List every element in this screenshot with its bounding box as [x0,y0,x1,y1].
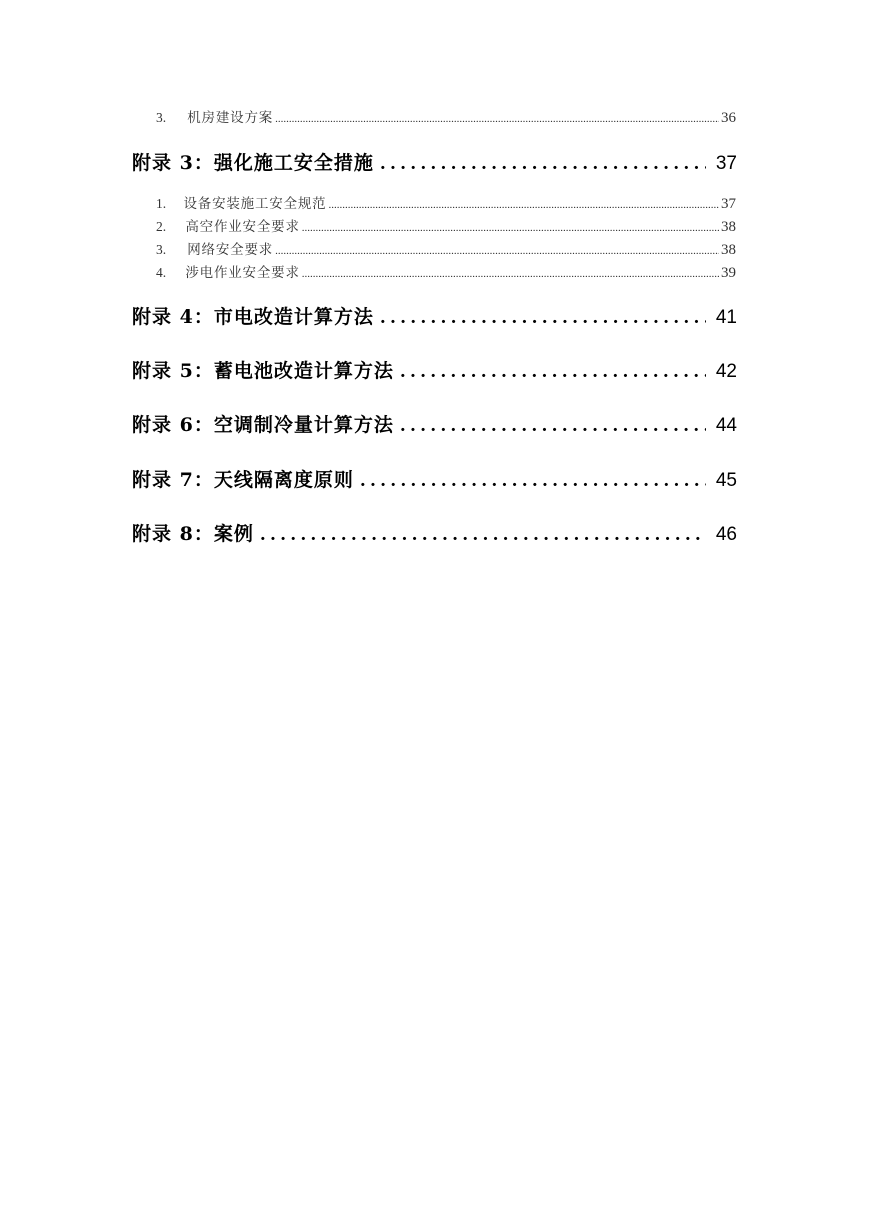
toc-heading-entry[interactable] [132,356,737,383]
toc-entry-number: 3. [156,242,167,257]
toc-heading-title: 附录 5：蓄电池改造计算方法 [132,360,394,382]
toc-entry[interactable] [156,106,736,127]
toc-heading-entry[interactable] [132,465,737,492]
toc-heading-page: 41 [715,307,737,328]
toc-entry-page: 36 [721,110,736,126]
toc-heading-title: 附录 8：案例 [132,523,254,545]
toc-heading-entry[interactable] [132,302,737,329]
dot-leader [400,362,706,382]
toc-entry-number: 3. [156,110,167,125]
toc-heading-title: 附录 4：市电改造计算方法 [132,306,374,328]
toc-entry-title: 高空作业安全要求 [185,219,300,235]
toc-entry[interactable] [156,238,736,259]
dot-leader [400,416,706,436]
toc-heading-title: 附录 3：强化施工安全措施 [132,152,374,174]
dot-leader [260,525,706,545]
toc-entry-page: 37 [721,196,736,212]
dot-leader [380,154,706,174]
toc-entry[interactable] [156,215,736,236]
toc-entry-title: 机房建设方案 [187,110,274,126]
toc-heading-page: 45 [715,470,737,491]
toc-heading-entry[interactable] [132,519,737,546]
toc-entry-page: 38 [721,242,736,258]
toc-heading-page: 42 [715,361,737,382]
dot-leader [275,245,719,257]
toc-entry-page: 39 [721,265,736,281]
toc-entry[interactable] [156,192,736,213]
toc-entry-title: 涉电作业安全要求 [185,265,300,281]
dot-leader [360,471,706,491]
dot-leader [328,199,719,211]
toc-entry-number: 1. [156,196,167,211]
dot-leader [302,222,719,234]
toc-entry-number: 2. [156,219,167,234]
toc-heading-page: 46 [715,524,737,545]
toc-heading-title: 附录 7：天线隔离度原则 [132,469,354,491]
dot-leader [275,113,719,125]
toc-heading-title: 附录 6：空调制冷量计算方法 [132,414,394,436]
toc-entry-title: 设备安装施工安全规范 [183,196,327,212]
toc-entry[interactable] [156,261,736,282]
toc-entry-title: 网络安全要求 [187,242,274,258]
dot-leader [380,308,706,328]
toc-heading-entry[interactable] [132,148,737,175]
toc-entry-page: 38 [721,219,736,235]
toc-heading-page: 37 [715,153,737,174]
dot-leader [302,268,719,280]
toc-heading-page: 44 [715,415,737,436]
toc-entry-number: 4. [156,265,167,280]
toc-heading-entry[interactable] [132,410,737,437]
